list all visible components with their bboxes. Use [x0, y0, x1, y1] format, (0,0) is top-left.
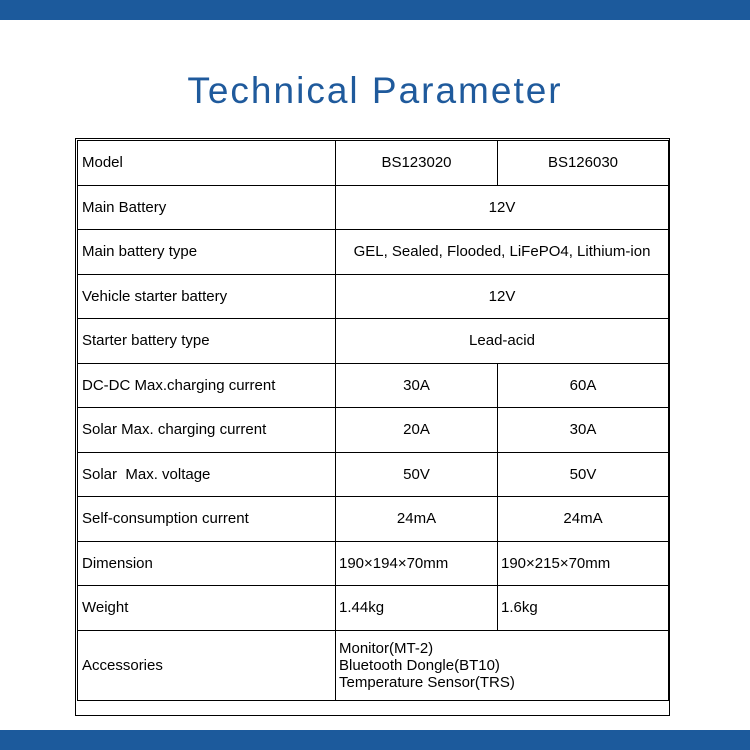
- model-b-value: 1.6kg: [498, 586, 669, 631]
- row-value: 12V: [336, 274, 669, 319]
- row-label: Accessories: [78, 630, 336, 700]
- accessory-item: Temperature Sensor(TRS): [339, 673, 515, 691]
- row-label: Solar Max. voltage: [78, 452, 336, 497]
- accessory-item: Bluetooth Dongle(BT10): [339, 656, 500, 674]
- bottom-band: [0, 730, 750, 750]
- row-value: Lead-acid: [336, 319, 669, 364]
- page-title: Technical Parameter: [187, 70, 563, 111]
- model-a-header: BS123020: [336, 141, 498, 186]
- model-b-header: BS126030: [498, 141, 669, 186]
- model-a-value: 30A: [336, 363, 498, 408]
- table-row-main-battery: [78, 185, 669, 230]
- table-row-dcdc-charging: [78, 363, 669, 408]
- model-b-value: 50V: [498, 452, 669, 497]
- row-label: Self-consumption current: [78, 497, 336, 542]
- accessories-list: [336, 630, 669, 700]
- table-row-accessories: [78, 630, 669, 700]
- row-value: GEL, Sealed, Flooded, LiFePO4, Lithium-ion: [336, 230, 669, 275]
- parameter-table: [77, 140, 669, 701]
- table-row-self-consumption: [78, 497, 669, 542]
- table-row-dimension: [78, 541, 669, 586]
- row-value: 12V: [336, 185, 669, 230]
- row-label: Model: [78, 141, 336, 186]
- model-b-value: 24mA: [498, 497, 669, 542]
- accessory-item: Monitor(MT-2): [339, 639, 434, 657]
- row-label: Weight: [78, 586, 336, 631]
- top-band: [0, 0, 750, 20]
- row-label: DC-DC Max.charging current: [78, 363, 336, 408]
- table-row-solar-charging: [78, 408, 669, 453]
- model-b-value: 60A: [498, 363, 669, 408]
- table-row-vehicle-starter-battery: [78, 274, 669, 319]
- table-row-starter-battery-type: [78, 319, 669, 364]
- model-a-value: 50V: [336, 452, 498, 497]
- row-label: Vehicle starter battery: [78, 274, 336, 319]
- row-label: Main battery type: [78, 230, 336, 275]
- table-row-solar-voltage: [78, 452, 669, 497]
- model-b-value: 30A: [498, 408, 669, 453]
- table-row-model: [78, 141, 669, 186]
- model-a-value: 1.44kg: [336, 586, 498, 631]
- model-a-value: 20A: [336, 408, 498, 453]
- row-label: Starter battery type: [78, 319, 336, 364]
- model-a-value: 24mA: [336, 497, 498, 542]
- row-label: Dimension: [78, 541, 336, 586]
- model-a-value: 190×194×70mm: [336, 541, 498, 586]
- row-label: Solar Max. charging current: [78, 408, 336, 453]
- row-label: Main Battery: [78, 185, 336, 230]
- table-row-weight: [78, 586, 669, 631]
- model-b-value: 190×215×70mm: [498, 541, 669, 586]
- table-row-main-battery-type: [78, 230, 669, 275]
